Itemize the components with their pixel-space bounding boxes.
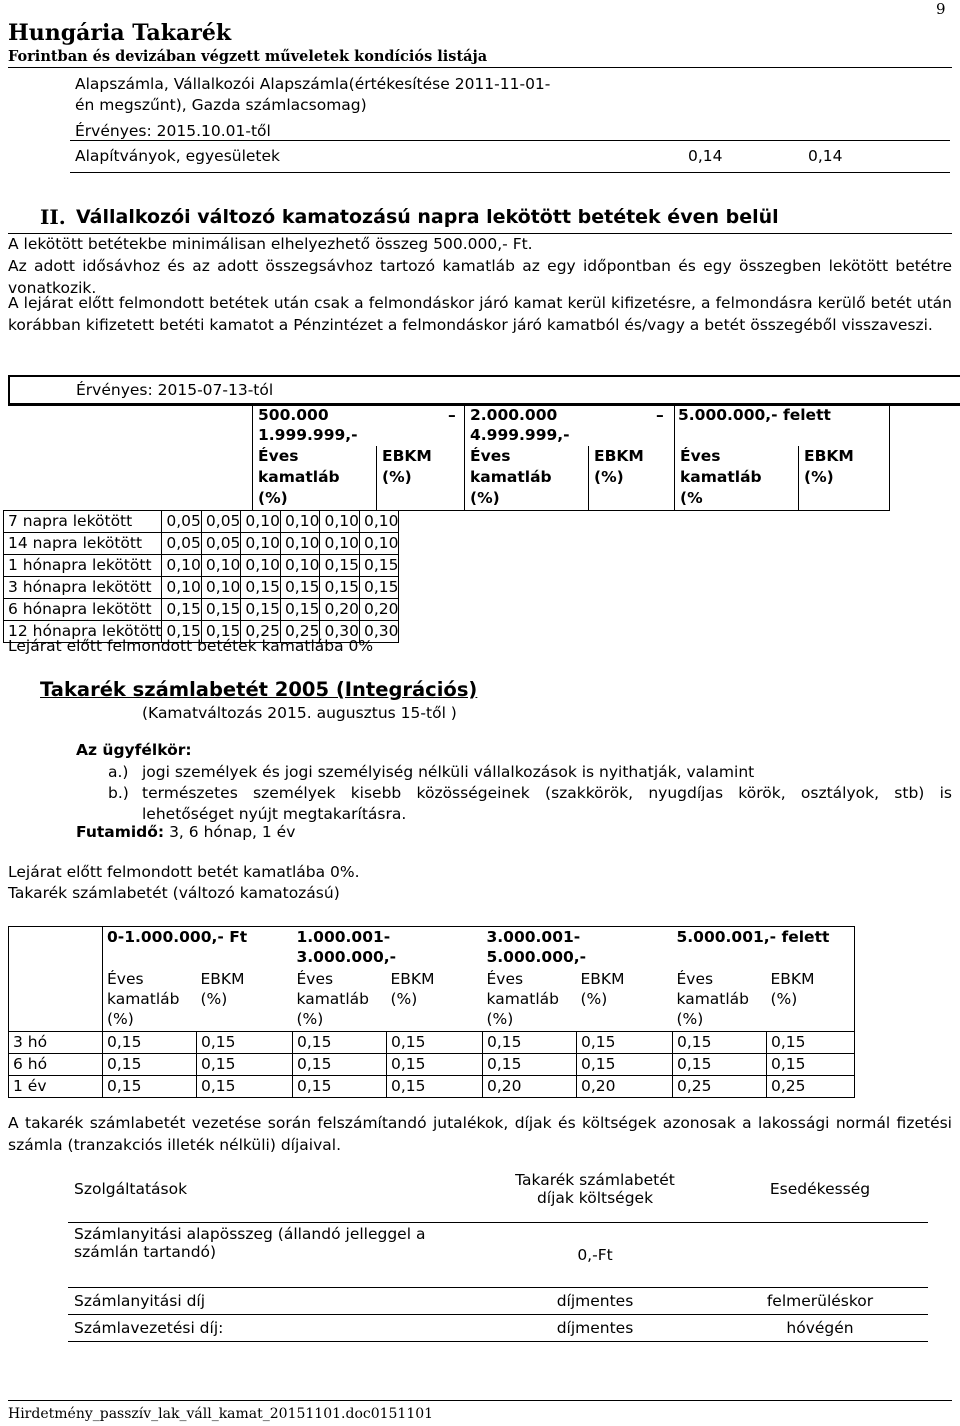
table-row: 1 hónapra lekötött 0,10 0,10 0,10 0,10 0,15 0,15 (4, 555, 399, 577)
account-line-2: én megszűnt), Gazda számlacsomag) (75, 96, 367, 114)
header-divider (8, 67, 952, 68)
clients-item-a: jogi személyek és jogi személyiség nélküli vállalkozások is nyithatják, valamint (142, 763, 755, 781)
min-deposit-text: A lekötött betétekbe minimálisan elhelyezhető összeg 500.000,- Ft. (8, 235, 533, 253)
savings-subtitle: (Kamatváltozás 2015. augusztus 15-től ) (142, 704, 457, 722)
col-divider (464, 404, 465, 510)
table-row: 3 hónapra lekötött 0,10 0,10 0,15 0,15 0,15 0,15 (4, 577, 399, 599)
section-title: Vállalkozói változó kamatozású napra lekötött betétek éven belül (76, 206, 779, 228)
row-label: Alapítványok, egyesületek (75, 147, 281, 165)
page-title: Hungária Takarék (8, 20, 232, 46)
clients-label: Az ügyfélkör: (76, 741, 192, 759)
term-line: Futamidő: 3, 6 hónap, 1 év (76, 823, 296, 841)
band-header-row: 0-1.000.000,- Ft 1.000.001- 3.000.000,- 3.000.001- 5.000.000,- 5.000.001,- felett (9, 927, 855, 970)
section-numeral: II. (40, 205, 66, 229)
col-eves-c: Éves kamatláb (% (680, 447, 762, 507)
band-b-line2: 4.999.999,- (470, 426, 570, 444)
col-ebkm-c: EBKM (%) (804, 447, 854, 486)
table-row: Számlanyitási díj díjmentes felmerüléskor (68, 1288, 928, 1315)
clients-item-b-marker: b.) (108, 784, 129, 802)
footer-divider (8, 1400, 952, 1401)
clients-item-b-line2: lehetőséget nyújt megtakarításra. (142, 805, 407, 823)
valid-from: Érvényes: 2015.10.01-től (75, 122, 271, 140)
band-a-line1: 500.000 (258, 406, 329, 424)
row-value-2: 0,14 (808, 147, 843, 165)
table-row: Számlanyitási alapösszeg (állandó jelleggel a számlán tartandó) 0,-Ft (68, 1223, 928, 1288)
valid-date: Érvényes: 2015-07-13-tól (76, 381, 274, 399)
table-row: 3 hó 0,15 0,15 0,15 0,15 0,15 0,15 0,15 0,15 (9, 1032, 855, 1054)
band-b-line1: 2.000.000 (470, 406, 558, 424)
table1-footer: Lejárat előtt felmondott betétek kamatlába 0% (8, 637, 374, 655)
footer-filename: Hirdetmény_passzív_lak_váll_kamat_20151101.doc0151101 (8, 1406, 434, 1422)
col-ebkm-a: EBKM (%) (382, 447, 432, 486)
table-row: 6 hó 0,15 0,15 0,15 0,15 0,15 0,15 0,15 0,15 (9, 1054, 855, 1076)
page-subtitle: Forintban és devizában végzett műveletek kondíciós listája (8, 48, 488, 65)
divider (70, 172, 950, 173)
band-a-line2: 1.999.999,- (258, 426, 358, 444)
valid-box (8, 375, 960, 406)
clients-item-a-marker: a.) (108, 763, 129, 781)
early-withdrawal-rate: Lejárat előtt felmondott betét kamatlába 0%. (8, 863, 360, 881)
col-ebkm-b: EBKM (%) (594, 447, 644, 486)
rate-band-text: Az adott idősávhoz és az adott összegsávhoz tartozó kamatláb az egy időpontban és egy összegben lekötött betétre vonatkozik. (8, 257, 952, 297)
rates-table-1-body (3, 510, 399, 643)
clients-item-b-line1: természetes személyek kisebb közösségeinek (szakkörök, nyugdíjas körök, osztályok, stb) is (142, 784, 952, 802)
account-line-1: Alapszámla, Vállalkozói Alapszámla(értékesítése 2011-11-01- (75, 75, 551, 93)
savings-title: Takarék számlabetét 2005 (Integrációs) (40, 678, 478, 701)
section-divider (8, 233, 952, 234)
table-row: 1 év 0,15 0,15 0,15 0,15 0,20 0,20 0,25 0,25 (9, 1076, 855, 1098)
fees-table (68, 1156, 928, 1342)
col-eves-a: Éves kamatláb (%) (258, 447, 340, 507)
col-eves-b: Éves kamatláb (%) (470, 447, 552, 507)
col-divider (674, 404, 675, 510)
row-value-1: 0,14 (688, 147, 723, 165)
table-row: 14 napra lekötött 0,05 0,05 0,10 0,10 0,10 0,10 (4, 533, 399, 555)
col-divider (798, 446, 799, 510)
table-row: 7 napra lekötött 0,05 0,05 0,10 0,10 0,10 0,10 (4, 511, 399, 533)
rates-table-2 (8, 926, 855, 1098)
col-divider (588, 446, 589, 510)
early-withdrawal-text: A lejárat előtt felmondott betétek után csak a felmondáskor járó kamat kerül kifizetésre, a felmondásra kerülő betét után korábban kifizetett betéti kamatot a Pénzintézet a felmondáskor járó kamatból és/vagy a betét összegéből visszaveszi. (8, 294, 952, 334)
table-row: 6 hónapra lekötött 0,15 0,15 0,15 0,15 0,20 0,20 (4, 599, 399, 621)
table-row: Számlavezetési díj: díjmentes hóvégén (68, 1315, 928, 1342)
col-header-row: Éves kamatláb (%) EBKM (%) Éves kamatláb (%) EBKM (%) Éves kamatláb (%) EBKM (%) Éves kamatláb (%) EBKM (%) (9, 969, 855, 1032)
page-number: 9 (936, 0, 946, 18)
table-row: 12 hónapra lekötött 0,15 0,15 0,25 0,25 0,30 0,30 (4, 621, 399, 643)
fees-header-row: Szolgáltatások Takarék számlabetét díjak költségek Esedékesség (68, 1156, 928, 1223)
variable-rate-title: Takarék számlabetét (változó kamatozású) (8, 884, 340, 902)
band-a-dash: – (448, 406, 456, 424)
col-divider (376, 446, 377, 510)
band-c: 5.000.000,- felett (678, 406, 831, 424)
band-b-dash: – (656, 406, 664, 424)
divider (70, 140, 950, 141)
col-header-box (252, 446, 890, 511)
fees-note: A takarék számlabetét vezetése során felszámítandó jutalékok, díjak és költségek azonosak a lakossági normál fizetési számla (tranzakciós illeték nélküli) díjaival. (8, 1114, 952, 1154)
